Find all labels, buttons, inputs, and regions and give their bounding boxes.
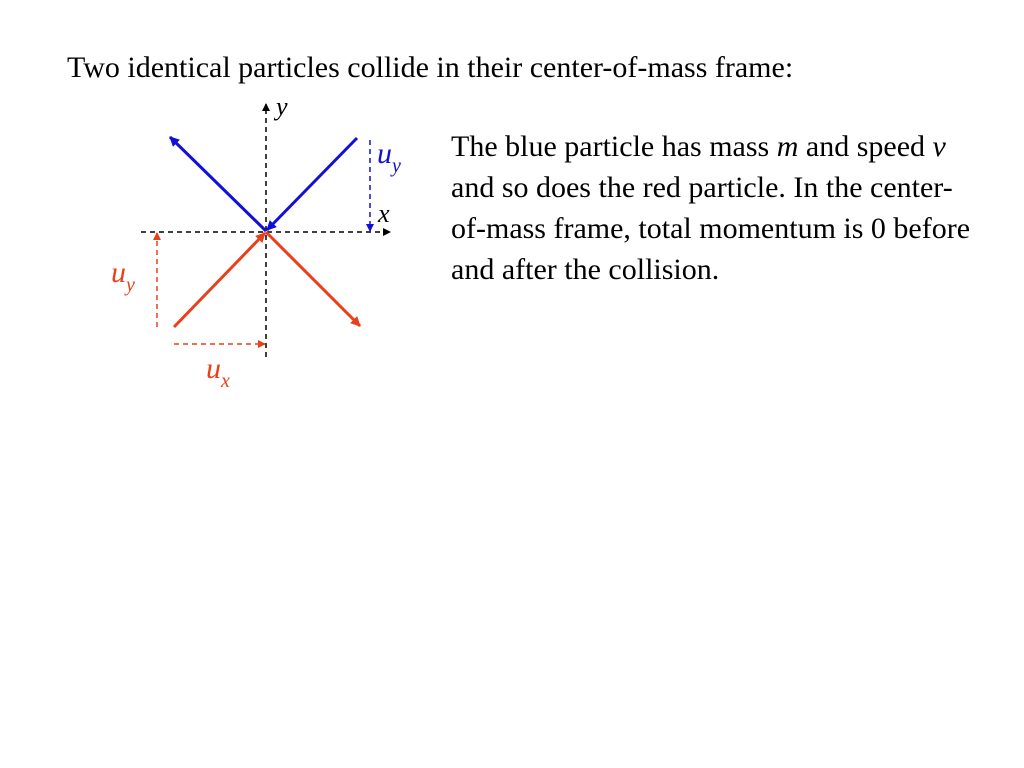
red-uy-label: $u_y$ [111, 256, 135, 296]
red-outgoing-arrow [266, 232, 360, 326]
red-ux-label: $u_x$ [206, 352, 230, 392]
slide-title: Two identical particles collide in their center-of-mass frame: [67, 51, 794, 84]
speed-symbol: v [932, 130, 946, 163]
blue-incoming-arrow [267, 138, 357, 230]
mass-symbol: m [776, 130, 799, 163]
desc-part1: The blue particle has mass [451, 130, 777, 163]
blue-outgoing-arrow [170, 137, 266, 231]
red-incoming-arrow [174, 233, 265, 327]
desc-part3: and so does the red particle. In the center-of-mass frame, total momentum is 0 before and after the collision. [451, 171, 971, 286]
x-axis-label: x [378, 199, 390, 228]
desc-part2: and speed [798, 130, 933, 163]
blue-uy-label: $u_y$ [377, 137, 401, 177]
y-axis-label: y [276, 92, 288, 121]
